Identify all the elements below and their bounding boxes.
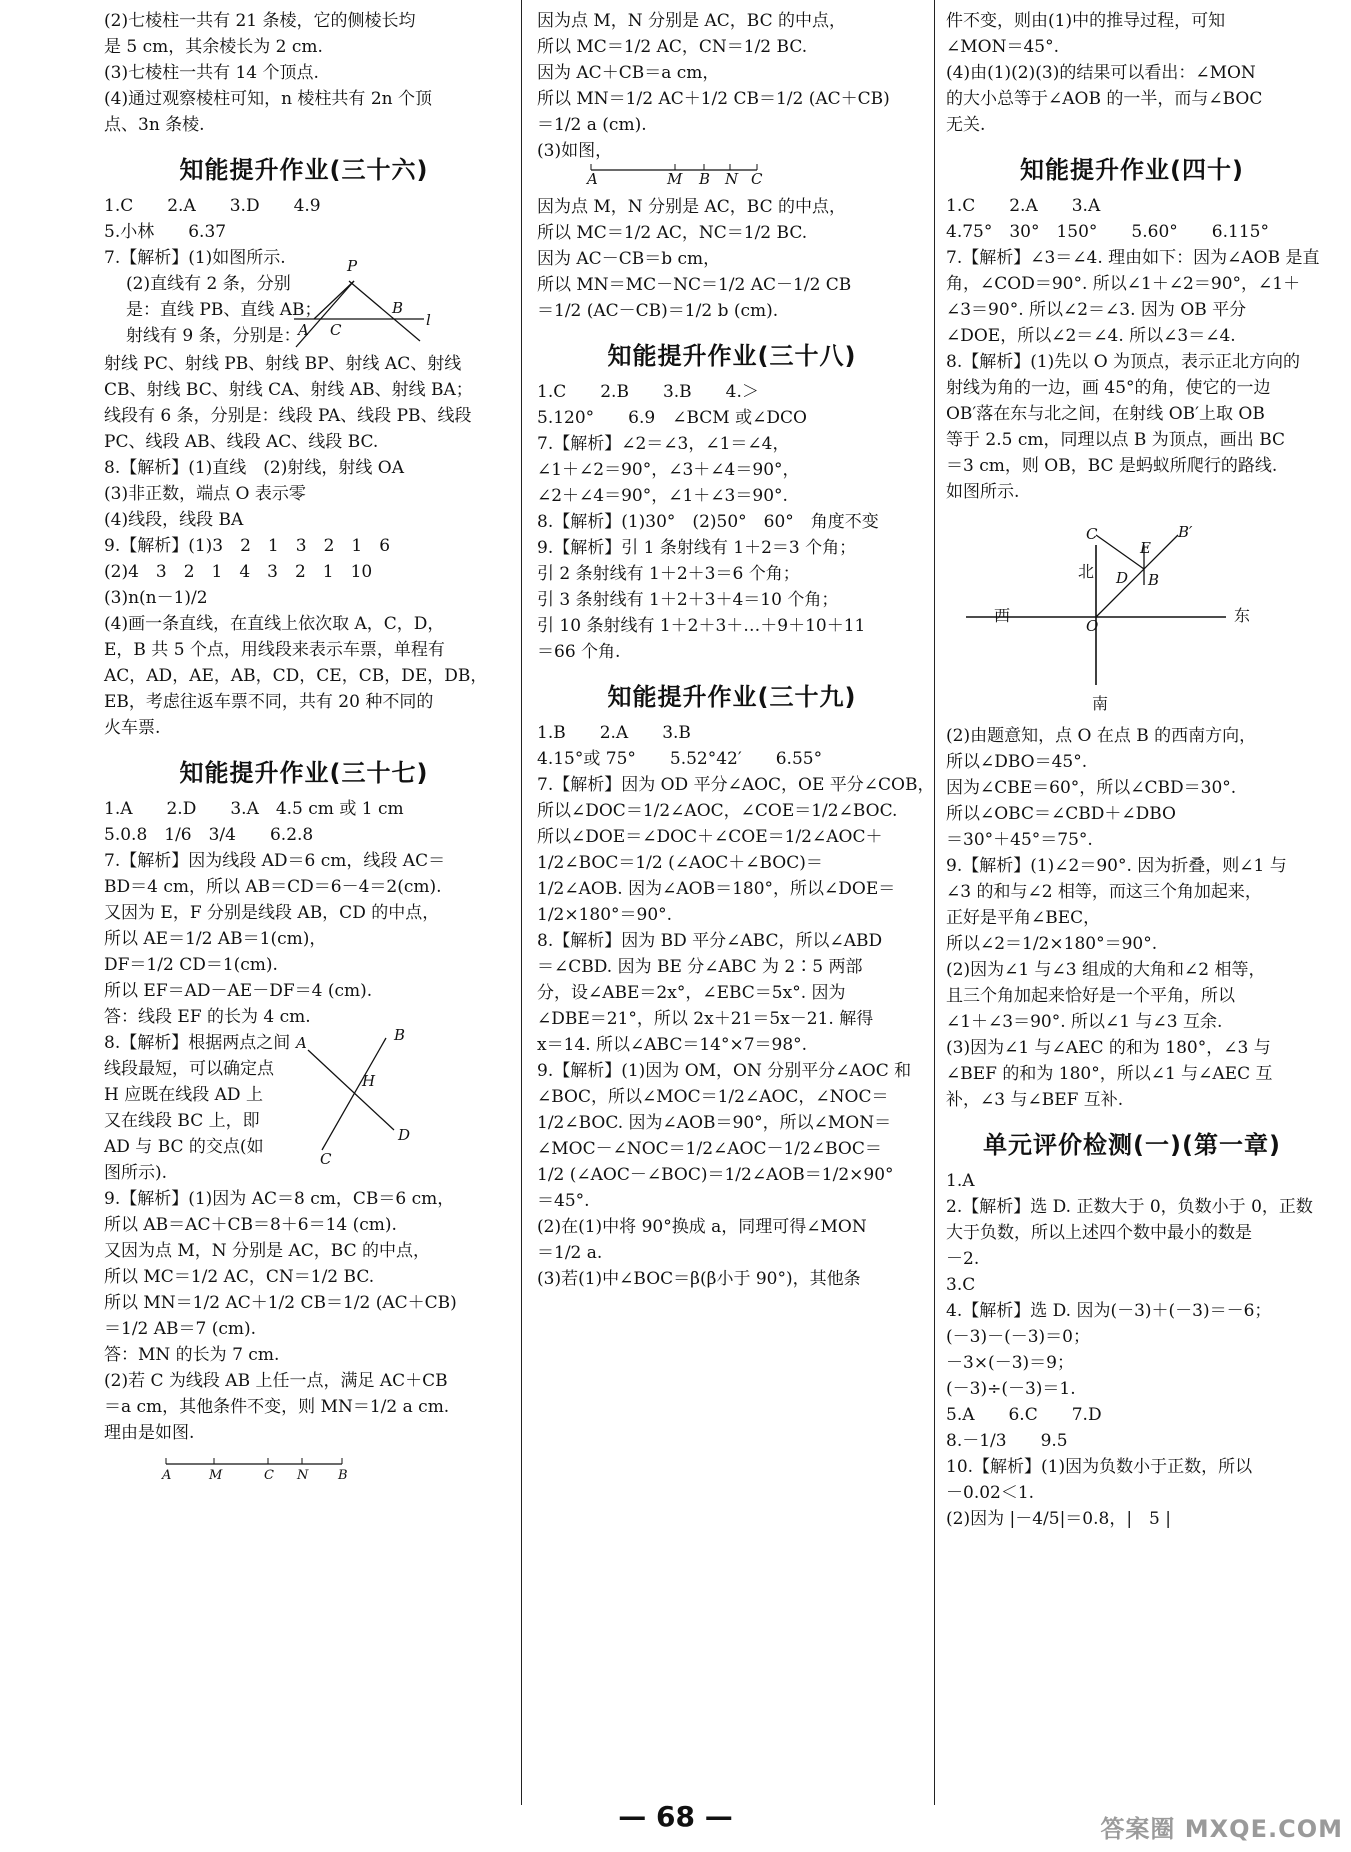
- figure-label: B: [699, 170, 711, 188]
- text-line: (3)n(n－1)/2: [104, 588, 208, 608]
- text-line: 1/2∠BOC. 因为∠AOB＝90°，所以∠MON＝: [537, 1113, 892, 1133]
- figure-label: H: [362, 1072, 376, 1090]
- text-line: (2)由题意知，点 O 在点 B 的西南方向，: [946, 726, 1257, 746]
- section-heading: 单元评价检测(一)(第一章): [983, 1131, 1281, 1159]
- text-line: ＝30°＋45°＝75°.: [946, 830, 1093, 850]
- figure-label: B: [392, 299, 404, 317]
- text-line: 射线为角的一边，画 45°的角，使它的一边: [946, 378, 1271, 398]
- text-line: 所以 MC＝1/2 AC，CN＝1/2 BC.: [104, 1267, 375, 1287]
- figure-label: B′: [1178, 523, 1193, 541]
- text-line: 1.C 2.A 3.A: [946, 196, 1101, 216]
- text-line: (2)因为∠1 与∠3 组成的大角和∠2 相等，: [946, 960, 1266, 980]
- figure-label: C: [1086, 525, 1098, 543]
- text-line: 8.【解析】根据两点之间: [104, 1033, 291, 1053]
- text-line: 因为 AC＋CB＝a cm，: [537, 63, 720, 83]
- text-line: 所以∠2＝1/2×180°＝90°.: [946, 934, 1158, 954]
- text-block: [537, 379, 927, 665]
- text-block: [537, 720, 935, 1292]
- text-line: 8.【解析】(1)30° (2)50° 60° 角度不变: [537, 512, 879, 532]
- text-line: ∠MOC－∠NOC＝1/2∠AOC－1/2∠BOC＝: [537, 1139, 882, 1159]
- text-block: [946, 193, 1318, 505]
- text-line: 7.【解析】∠2＝∠3，∠1＝∠4，: [537, 434, 790, 454]
- text-block: [946, 8, 1318, 138]
- text-block: [104, 1186, 504, 1446]
- text-line: 所以∠DOE＝∠DOC＋∠COE＝1/2∠AOC＋: [537, 827, 883, 847]
- text-block: [946, 1168, 1318, 1532]
- text-line: BD＝4 cm，所以 AB＝CD＝6－4＝2(cm).: [104, 877, 442, 897]
- text-line: 5.小林 6.37: [104, 222, 227, 242]
- text-line: ∠DOE，所以∠2＝∠4. 所以∠3＝∠4.: [946, 326, 1236, 346]
- text-line: ＝45°.: [537, 1191, 590, 1211]
- text-line: ∠3 的和与∠2 相等，而这三个角加起来，: [946, 882, 1262, 902]
- text-line: 1/2 (∠AOC－∠BOC)＝1/2∠AOB＝1/2×90°: [537, 1165, 894, 1185]
- text-line: ＝1/2 (AC－CB)＝1/2 b (cm).: [537, 301, 779, 321]
- text-line: 所以∠OBC＝∠CBD＋∠DBO: [946, 804, 1176, 824]
- text-line: 大于负数，所以上述四个数中最小的数是: [946, 1223, 1252, 1243]
- figure-label: B: [1148, 571, 1160, 589]
- text-line: (2)在(1)中将 90°换成 a，同理可得∠MON: [537, 1217, 867, 1237]
- text-line: ∠DBE＝21°，所以 2x＋21＝5x－21. 解得: [537, 1009, 874, 1029]
- text-line: (－3)－(－3)＝0；: [946, 1327, 1090, 1347]
- text-line: 1.C 2.B 3.B 4.＞: [537, 382, 759, 402]
- text-line: 1.C 2.A 3.D 4.9: [104, 196, 321, 216]
- text-line: DF＝1/2 CD＝1(cm).: [104, 955, 278, 975]
- text-line: 5.120° 6.9 ∠BCM 或∠DCO: [537, 408, 807, 428]
- text-line: 7.【解析】(1)如图所示.: [104, 248, 286, 268]
- figure-compass: [946, 505, 1318, 723]
- text-line: 所以 AB＝AC＋CB＝8＋6＝14 (cm).: [104, 1215, 397, 1235]
- text-line: 3.C: [946, 1275, 976, 1295]
- text-line: 是 5 cm，其余棱长为 2 cm.: [104, 37, 323, 57]
- text-line: 无关.: [946, 115, 986, 135]
- text-line: H 应既在线段 AD 上: [104, 1085, 263, 1105]
- figure-label: N: [297, 1468, 309, 1483]
- text-line: 8.－1/3 9.5: [946, 1431, 1068, 1451]
- text-line: ∠1＋∠2＝90°，∠3＋∠4＝90°，: [537, 460, 800, 480]
- section-heading: 知能提升作业(四十): [1020, 156, 1244, 184]
- figure-label: A: [162, 1468, 172, 1483]
- text-line: ∠3＝90°. 所以∠2＝∠3. 因为 OB 平分: [946, 300, 1247, 320]
- text-line: 且三个角加起来恰好是一个平角，所以: [946, 986, 1235, 1006]
- text-line: 射线有 9 条，分别是：: [126, 326, 301, 346]
- text-line: 射线 PC、射线 PB、射线 BP、射线 AC、射线: [104, 354, 462, 374]
- text-line: 图所示).: [104, 1163, 168, 1183]
- text-line: 引 3 条射线有 1＋2＋3＋4＝10 个角；: [537, 590, 839, 610]
- figure-svg: [104, 271, 504, 351]
- compass-north: 北: [1078, 562, 1095, 581]
- text-line: 9.【解析】(1)∠2＝90°. 因为折叠，则∠1 与: [946, 856, 1287, 876]
- compass-east: 东: [1234, 606, 1251, 625]
- column-divider: [934, 0, 935, 1805]
- text-line: 7.【解析】∠3＝∠4. 理由如下：因为∠AOB 是直: [946, 248, 1320, 268]
- text-line: (3)非正数，端点 O 表示零: [104, 484, 306, 504]
- text-line: ∠BEF 的和为 180°，所以∠1 与∠AEC 互: [946, 1064, 1273, 1084]
- text-line: ＝3 cm，则 OB，BC 是蚂蚁所爬行的路线.: [946, 456, 1278, 476]
- text-line: (3)因为∠1 与∠AEC 的和为 180°，∠3 与: [946, 1038, 1271, 1058]
- text-line: 因为 AC－CB＝b cm，: [537, 249, 721, 269]
- text-line: 如图所示.: [946, 482, 1020, 502]
- text-line: 理由是如图.: [104, 1423, 195, 1443]
- text-line: 分，设∠ABE＝2x°，∠EBC＝5x°. 因为: [537, 983, 846, 1003]
- figure-label: M: [209, 1468, 223, 1483]
- text-block: [537, 8, 927, 164]
- text-line: ∠1＋∠3＝90°. 所以∠1 与∠3 互余.: [946, 1012, 1223, 1032]
- text-line: (4)由(1)(2)(3)的结果可以看出：∠MON: [946, 63, 1256, 83]
- text-block: [104, 796, 504, 1030]
- text-block: [104, 351, 504, 455]
- text-line: 所以 MN＝1/2 AC＋1/2 CB＝1/2 (AC＋CB): [537, 89, 890, 109]
- text-line: 又在线段 BC 上，即: [104, 1111, 260, 1131]
- text-block: [104, 193, 504, 271]
- text-line: 8.【解析】(1)直线 (2)射线，射线 OA: [104, 458, 404, 478]
- text-line: ＝1/2 AB＝7 (cm).: [104, 1319, 257, 1339]
- text-line: 因为点 M，N 分别是 AC，BC 的中点，: [537, 11, 846, 31]
- figure-label: N: [725, 170, 739, 188]
- text-line: OB′落在东与北之间，在射线 OB′上取 OB: [946, 404, 1265, 424]
- text-line: ＝a cm，其他条件不变，则 MN＝1/2 a cm.: [104, 1397, 450, 1417]
- text-line: 9.【解析】引 1 条射线有 1＋2＝3 个角；: [537, 538, 857, 558]
- text-line: 又因为 E，F 分别是线段 AB，CD 的中点，: [104, 903, 440, 923]
- text-block: [946, 723, 1318, 1113]
- text-line: 点、3n 条棱.: [104, 115, 205, 135]
- text-line: AC，AD，AE，AB，CD，CE，CB，DE，DB，: [104, 666, 488, 686]
- section-heading: 知能提升作业(三十六): [179, 156, 429, 184]
- figure-label: A: [296, 1034, 307, 1052]
- compass-west: 西: [994, 606, 1011, 625]
- text-line: 等于 2.5 cm，同理以点 B 为顶点，画出 BC: [946, 430, 1286, 450]
- text-line: 7.【解析】因为 OD 平分∠AOC，OE 平分∠COB，: [537, 775, 935, 795]
- figure-label: B: [338, 1468, 348, 1483]
- text-line: 4.75° 30° 150° 5.60° 6.115°: [946, 222, 1269, 242]
- figure-label: O: [1086, 617, 1099, 635]
- figure-label: A: [298, 321, 309, 339]
- text-line: (2)七棱柱一共有 21 条棱，它的侧棱长均: [104, 11, 416, 31]
- column-1: [104, 8, 504, 1490]
- figure-label: C: [320, 1150, 332, 1168]
- text-line: 因为点 M，N 分别是 AC，BC 的中点，: [537, 197, 846, 217]
- text-line: 火车票.: [104, 718, 161, 738]
- text-line: 正好是平角∠BEC，: [946, 908, 1101, 928]
- compass-south: 南: [1092, 694, 1109, 713]
- text-line: 的大小总等于∠AOB 的一半，而与∠BOC: [946, 89, 1263, 109]
- text-line: ∠MON＝45°.: [946, 37, 1059, 57]
- text-block: [104, 455, 504, 741]
- text-line: EB，考虑往返车票不同，共有 20 种不同的: [104, 692, 434, 712]
- text-line: 所以 EF＝AD－AE－DF＝4 (cm).: [104, 981, 373, 1001]
- text-line: (3)若(1)中∠BOC＝β(β小于 90°)，其他条: [537, 1269, 861, 1289]
- text-line: －2.: [946, 1249, 980, 1269]
- text-line: (－3)÷(－3)＝1.: [946, 1379, 1076, 1399]
- section-heading: 知能提升作业(三十九): [607, 683, 857, 711]
- figure-label: M: [667, 170, 683, 188]
- text-line: 线段有 6 条，分别是：线段 PA、线段 PB、线段: [104, 406, 472, 426]
- watermark: 答案圈 MXQE.COM: [1100, 1815, 1343, 1843]
- column-divider: [521, 0, 522, 1805]
- text-block: [104, 8, 504, 138]
- text-line: ＝1/2 a.: [537, 1243, 603, 1263]
- text-line: 1.A 2.D 3.A 4.5 cm 或 1 cm: [104, 799, 404, 819]
- text-line: (2)若 C 为线段 AB 上任一点，满足 AC＋CB: [104, 1371, 448, 1391]
- figure-label: C: [330, 321, 342, 339]
- text-line: 线段最短，可以确定点: [104, 1059, 274, 1079]
- text-line: (4)画一条直线，在直线上依次取 A，C，D，: [104, 614, 445, 634]
- figure-label: C: [264, 1468, 274, 1483]
- text-line: (3)如图，: [537, 141, 613, 161]
- text-line: AD 与 BC 的交点(如: [104, 1137, 264, 1157]
- figure-intersection: [104, 1026, 504, 1186]
- text-line: 所以 MN＝1/2 AC＋1/2 CB＝1/2 (AC＋CB): [104, 1293, 457, 1313]
- text-line: －0.02＜1.: [946, 1483, 1035, 1503]
- text-line: E，B 共 5 个点，用线段来表示车票，单程有: [104, 640, 445, 660]
- text-line: 因为∠CBE＝60°，所以∠CBD＝30°.: [946, 778, 1237, 798]
- text-line: 1.B 2.A 3.B: [537, 723, 691, 743]
- text-line: 引 10 条射线有 1＋2＋3＋…＋9＋10＋11: [537, 616, 866, 636]
- text-line: 5.A 6.C 7.D: [946, 1405, 1102, 1425]
- column-2: [537, 8, 935, 1292]
- page-number: — 68 —: [618, 1800, 733, 1833]
- text-line: 4.15°或 75° 5.52°42′ 6.55°: [537, 749, 823, 769]
- text-line: PC、线段 AB、线段 AC、线段 BC.: [104, 432, 379, 452]
- text-line: 9.【解析】(1)因为 AC＝8 cm，CB＝6 cm，: [104, 1189, 455, 1209]
- figure-label: D: [398, 1126, 411, 1144]
- text-line: (3)七棱柱一共有 14 个顶点.: [104, 63, 319, 83]
- text-block: [537, 194, 927, 324]
- text-line: 所以 AE＝1/2 AB＝1(cm)，: [104, 929, 327, 949]
- text-line: 答：线段 EF 的长为 4 cm.: [104, 1007, 311, 1027]
- figure-segment: [537, 164, 927, 194]
- text-line: 9.【解析】(1)3 2 1 3 2 1 6: [104, 536, 391, 556]
- text-line: 所以 MC＝1/2 AC，NC＝1/2 BC.: [537, 223, 808, 243]
- section-heading: 知能提升作业(三十八): [607, 342, 857, 370]
- figure-svg: [104, 1030, 504, 1186]
- text-line: 所以∠DOC＝1/2∠AOC，∠COE＝1/2∠BOC.: [537, 801, 898, 821]
- text-line: 10.【解析】(1)因为负数小于正数，所以: [946, 1457, 1253, 1477]
- figure-label: A: [587, 170, 598, 188]
- text-line: (4)通过观察棱柱可知，n 棱柱共有 2n 个顶: [104, 89, 433, 109]
- text-line: 是：直线 PB、直线 AB；: [126, 300, 322, 320]
- text-line: 9.【解析】(1)因为 OM，ON 分别平分∠AOC 和: [537, 1061, 912, 1081]
- column-3: [946, 8, 1318, 1532]
- text-line: ＝66 个角.: [537, 642, 621, 662]
- text-line: 1.A: [946, 1171, 975, 1191]
- text-line: 2.【解析】选 D. 正数大于 0，负数小于 0，正数: [946, 1197, 1313, 1217]
- text-line: ∠BOC，所以∠MOC＝1/2∠AOC，∠NOC＝: [537, 1087, 889, 1107]
- figure-label: C: [751, 170, 763, 188]
- text-line: ∠2＋∠4＝90°，∠1＋∠3＝90°.: [537, 486, 788, 506]
- text-line: 7.【解析】因为线段 AD＝6 cm，线段 AC＝: [104, 851, 446, 871]
- figure-label: D: [1116, 569, 1129, 587]
- text-line: (2)4 3 2 1 4 3 2 1 10: [104, 562, 373, 582]
- text-line: －3×(－3)＝9；: [946, 1353, 1074, 1373]
- text-line: 8.【解析】(1)先以 O 为顶点，表示正北方向的: [946, 352, 1301, 372]
- figure-label: l: [426, 311, 431, 329]
- text-line: x＝14. 所以∠ABC＝14°×7＝98°.: [537, 1035, 808, 1055]
- text-line: ＝1/2 a (cm).: [537, 115, 647, 135]
- text-line: 5.0.8 1/6 3/4 6.2.8: [104, 825, 314, 845]
- text-line: 8.【解析】因为 BD 平分∠ABC，所以∠ABD: [537, 931, 883, 951]
- text-line: 件不变，则由(1)中的推导过程，可知: [946, 11, 1226, 31]
- text-line: CB、射线 BC、射线 CA、射线 AB、射线 BA；: [104, 380, 473, 400]
- text-line: 答：MN 的长为 7 cm.: [104, 1345, 280, 1365]
- figure-label: P: [347, 257, 358, 275]
- text-line: 补，∠3 与∠BEF 互补.: [946, 1090, 1124, 1110]
- text-line: 所以∠DBO＝45°.: [946, 752, 1088, 772]
- text-line: 所以 MC＝1/2 AC，CN＝1/2 BC.: [537, 37, 808, 57]
- figure-label: B: [394, 1026, 406, 1044]
- text-line: 所以 MN＝MC－NC＝1/2 AC－1/2 CB: [537, 275, 852, 295]
- text-line: 1/2∠AOB. 因为∠AOB＝180°，所以∠DOE＝: [537, 879, 896, 899]
- section-heading: 知能提升作业(三十七): [179, 759, 429, 787]
- text-line: 1/2∠BOC＝1/2 (∠AOC＋∠BOC)＝: [537, 853, 823, 873]
- text-line: 又因为点 M，N 分别是 AC，BC 的中点，: [104, 1241, 430, 1261]
- text-line: 1/2×180°＝90°.: [537, 905, 673, 925]
- text-line: (4)线段，线段 BA: [104, 510, 244, 530]
- text-line: 角，∠COD＝90°. 所以∠1＋∠2＝90°，∠1＋: [946, 274, 1301, 294]
- figure-label: E: [1140, 539, 1151, 557]
- text-line: (2)直线有 2 条，分别: [126, 274, 291, 294]
- text-line: ＝∠CBD. 因为 BE 分∠ABC 为 2∶5 两部: [537, 957, 863, 977]
- text-line: 4.【解析】选 D. 因为(－3)＋(－3)＝－6；: [946, 1301, 1272, 1321]
- figure-segment: [104, 1446, 504, 1490]
- text-line: (2)因为 |－4/5|＝0.8，| 5 |: [946, 1509, 1172, 1529]
- text-line: 引 2 条射线有 1＋2＋3＝6 个角；: [537, 564, 800, 584]
